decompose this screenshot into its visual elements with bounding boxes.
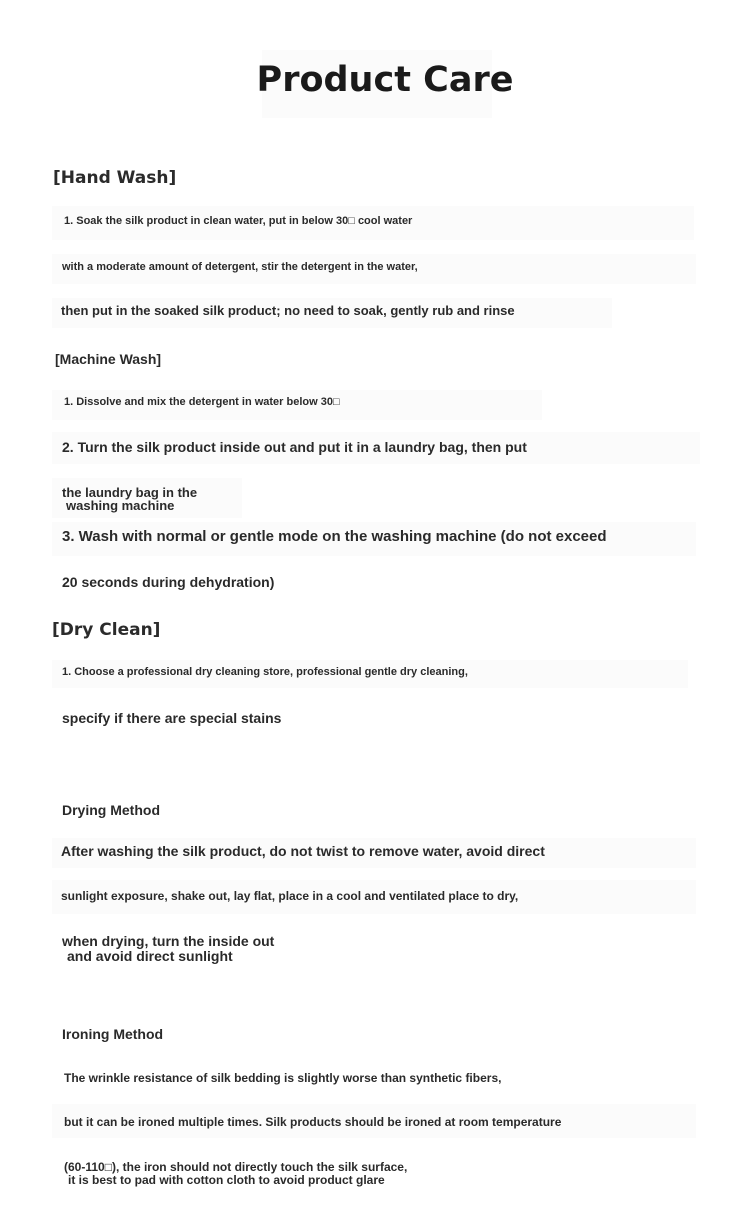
machine-wash-heading: [Machine Wash] [55,351,162,367]
machine-wash-line: 2. Turn the silk product inside out and put it in a laundry bag, then put [62,439,527,455]
ironing-line-part: (60-110□), the iron should not directly touch the silk surface, [64,1160,408,1174]
drying-heading: Drying Method [62,802,160,818]
hand-wash-line: then put in the soaked silk product; no need to soak, gently rub and rinse [61,303,515,318]
machine-wash-line: 1. Dissolve and mix the detergent in water below 30□ [64,396,340,408]
hand-wash-heading: [Hand Wash] [53,168,177,188]
drying-line: sunlight exposure, shake out, lay flat, place in a cool and ventilated place to dry, [61,889,519,903]
ironing-line [64,1161,407,1187]
machine-wash-line: 20 seconds during dehydration) [62,574,275,590]
hand-wash-line: 1. Soak the silk product in clean water, put in below 30□ cool water [64,215,413,227]
ironing-line: but it can be ironed multiple times. Silk products should be ironed at room temperature [64,1115,562,1129]
machine-wash-line-part: washing machine [66,498,175,513]
drying-line-part: and avoid direct sunlight [67,948,233,964]
drying-line: After washing the silk product, do not twist to remove water, avoid direct [61,843,545,859]
machine-wash-line: 3. Wash with normal or gentle mode on the washing machine (do not exceed [62,528,607,545]
page-title: Product Care [256,60,514,100]
dry-clean-heading: [Dry Clean] [52,620,161,640]
drying-line-part: when drying, turn the inside out [62,933,275,949]
hand-wash-line: with a moderate amount of detergent, stir the detergent in the water, [62,261,418,273]
machine-wash-line [62,486,197,512]
drying-line [62,934,274,964]
ironing-line: The wrinkle resistance of silk bedding is slightly worse than synthetic fibers, [64,1071,502,1085]
machine-wash-line-part: the laundry bag in the [62,485,198,500]
dry-clean-line: specify if there are special stains [62,710,282,726]
dry-clean-line: 1. Choose a professional dry cleaning store, professional gentle dry cleaning, [62,666,468,678]
ironing-line-part: it is best to pad with cotton cloth to avoid product glare [68,1173,385,1187]
ironing-heading: Ironing Method [62,1026,164,1042]
